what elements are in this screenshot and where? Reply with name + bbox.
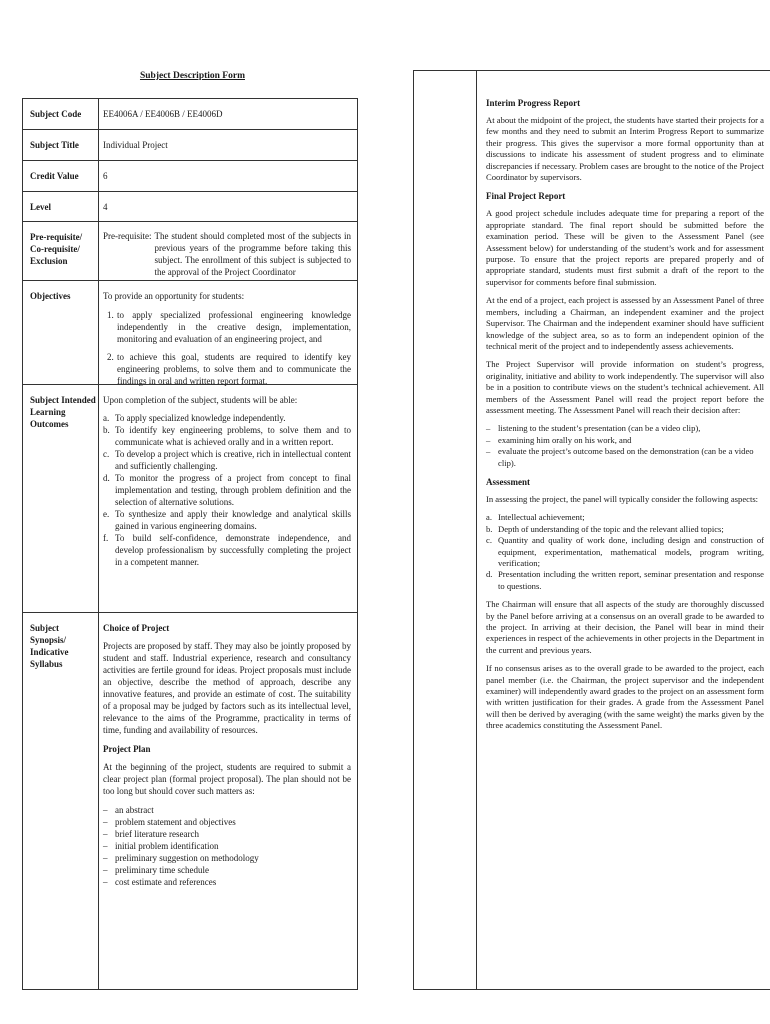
interim-report-heading: Interim Progress Report [486, 98, 581, 108]
final-report-heading: Final Project Report [486, 191, 566, 202]
column-divider [476, 71, 477, 989]
value-subject-code: EE4006A / EE4006B / EE4006D [103, 109, 223, 119]
value-credit-value: 6 [103, 171, 108, 181]
final-report-paragraph: At the end of a project, each project is assessed by an Assessment Panel of three members, including a Chairman, an independent examiner and the project Supervisor. The Chairman and the independent examiner should have sufficient knowledge of the subject area, so as to form an independent opinion of the technical merit of the project and to independently assess achievements. [486, 295, 764, 351]
row-credit-value [23, 160, 357, 191]
project-plan-list [103, 804, 351, 888]
project-plan-heading: Project Plan [103, 744, 151, 754]
list-item: – brief literature research [103, 828, 351, 840]
list-item: d. To monitor the progress of a project from concept to final implementation and testing, through problem definition and the selection of alternative solutions. [103, 473, 351, 507]
value-learning-outcomes [103, 394, 351, 575]
objectives-intro: To provide an opportunity for students: [103, 291, 245, 301]
value-subject-title: Individual Project [103, 140, 168, 150]
row-level [23, 191, 357, 221]
label-learning-outcomes: Subject Intended Learning Outcomes [30, 395, 96, 429]
row-subject-code [23, 99, 357, 129]
label-credit-value: Credit Value [30, 171, 79, 181]
final-report-paragraph: The Project Supervisor will provide information on student’s progress, originality, initiative and ability to work independently. The supervisor will also be in a position to contribute views on the student’s technical achievement. All members of the Assessment Panel will read the project report before the assessment meeting. The Assessment Panel will reach their decision after: [486, 359, 764, 415]
list-item: – preliminary suggestion on methodology [103, 852, 351, 864]
prerequisite-key: Pre-requisite: [103, 231, 152, 241]
outcomes-intro: Upon completion of the subject, students will be able: [103, 395, 298, 405]
list-item: – evaluate the project’s outcome based on the demonstration (can be a video clip). [486, 446, 764, 469]
list-item: f. To build self-confidence, demonstrate independence, and develop professionalism by successfully completing the project in a competent manner. [103, 533, 351, 567]
label-level: Level [30, 202, 51, 212]
label-synopsis: Subject Synopsis/ Indicative Syllabus [30, 623, 69, 669]
assessment-intro: In assessing the project, the panel will typically consider the following aspects: [486, 493, 759, 504]
value-objectives [103, 290, 351, 393]
row-prerequisite [23, 221, 357, 280]
list-item: – problem statement and objectives [103, 816, 351, 828]
choice-of-project-text: Projects are proposed by staff. They may also be jointly proposed by student and staff. Industrial experience, research and consultancy activities are fertile ground for ideas. Project proposals must include an objective, describe the method of approach, describe any innovative features, and provide an estimate of cost. The suitability of a proposal may be judged by factors such as its intellectual level, relevance to the aims of the Programme, practicality in terms of time, funding and availability of resources. [103, 641, 351, 735]
assessment-aspects-list [486, 512, 764, 592]
list-item: e. To synthesize and apply their knowledge and analytical skills gained in various engineering domains. [103, 509, 351, 531]
value-synopsis [103, 622, 351, 895]
label-objectives: Objectives [30, 291, 71, 301]
list-item: – examining him orally on his work, and [486, 435, 764, 446]
list-item: c. Quantity and quality of work done, including design and construction of equipment, experimentation, mathematical models, program writing, verification; [486, 535, 764, 568]
list-item: b. Depth of understanding of the topic and the relevant allied topics; [486, 523, 724, 534]
form-title: Subject Description Form [139, 71, 245, 81]
list-item: 1. to apply specialized professional engineering knowledge independently in the creative design, implementation, monitoring and evaluation of an engineering project, and [107, 310, 351, 344]
continuation-content [486, 97, 764, 739]
list-item: b. To identify key engineering problems, to solve them and to communicate what is achieved orally and in a written report. [103, 425, 351, 447]
list-item: a. To apply specialized knowledge independently. [103, 413, 286, 423]
list-item: 2. to achieve this goal, students are required to identify key engineering problems, to solve them and to communicate the findings in oral and written report format. [107, 352, 351, 386]
outcomes-list [103, 412, 351, 568]
row-learning-outcomes [23, 384, 357, 612]
list-item: a. Intellectual achievement; [486, 512, 585, 523]
list-item: c. To develop a project which is creative, rich in intellectual content and sufficiently challenging. [103, 449, 351, 471]
interim-report-text: At about the midpoint of the project, the students have started their projects for a few months and they need to submit an Interim Progress Report to summarize their progress. This gives the supervisor a more formal opportunity than at discussions to indicate his assessment of student progress and to eliminate discrepancies if necessary. Problem cases are brought to the notice of the Project Coordinator by supervisors. [486, 115, 764, 183]
subject-description-table [22, 98, 358, 990]
list-item: – listening to the student’s presentation (can be a video clip), [486, 423, 764, 434]
panel-decision-list [486, 423, 764, 469]
assessment-paragraph: If no consensus arises as to the overall grade to be awarded to the project, each panel member (i.e. the Chairman, the project supervisor and the independent examiner) will independently award grades to the project on an assessment form with written justification for their grades. A grade from the Assessment Panel will then be derived by averaging (with the same weight) the marks given by the three academics constituting the Assessment Panel. [486, 663, 764, 731]
row-objectives [23, 280, 357, 384]
row-subject-title [23, 129, 357, 160]
list-item: d. Presentation including the written report, seminar presentation and response to questions. [486, 569, 764, 591]
choice-of-project-heading: Choice of Project [103, 623, 170, 633]
label-subject-code: Subject Code [30, 109, 82, 119]
label-prerequisite: Pre-requisite/ Co-requisite/ Exclusion [30, 232, 83, 266]
assessment-heading: Assessment [486, 476, 530, 487]
final-report-paragraph: A good project schedule includes adequate time for preparing a report of the appropriate standard. The final report should be submitted before the examination period. These will be given to the Assessment Panel (see Assessment below) for understanding of the student’s work and for assessment purpose. To ensure that the project reports are prepared properly and of appropriate standard, students must first submit a draft of the report to the supervisor for comments before final submission. [486, 208, 764, 287]
list-item: – cost estimate and references [103, 876, 351, 888]
label-subject-title: Subject Title [30, 140, 79, 150]
prerequisite-text: The student should completed most of the subjects in previous years of the programme before taking this subject. The enrollment of this subject is subjected to the approval of the Project Coordinator [154, 231, 351, 277]
assessment-paragraph: The Chairman will ensure that all aspects of the study are thoroughly discussed by the Panel before arriving at a consensus on an overall grade to be awarded to the project. In arriving at their decision, the Panel will bear in mind their experiences in respect of the achievements in other projects in the Department in the current and previous years. [486, 599, 764, 655]
project-plan-text: At the beginning of the project, students are required to submit a clear project plan (formal project proposal). The plan should not be too long but should cover such matters as: [103, 762, 351, 796]
value-level: 4 [103, 202, 108, 212]
list-item: – initial problem identification [103, 840, 351, 852]
row-synopsis [23, 612, 357, 991]
list-item: – an abstract [103, 804, 351, 816]
objectives-list [103, 309, 351, 387]
continuation-table [413, 70, 770, 990]
list-item: – preliminary time schedule [103, 864, 351, 876]
value-prerequisite [103, 230, 351, 278]
